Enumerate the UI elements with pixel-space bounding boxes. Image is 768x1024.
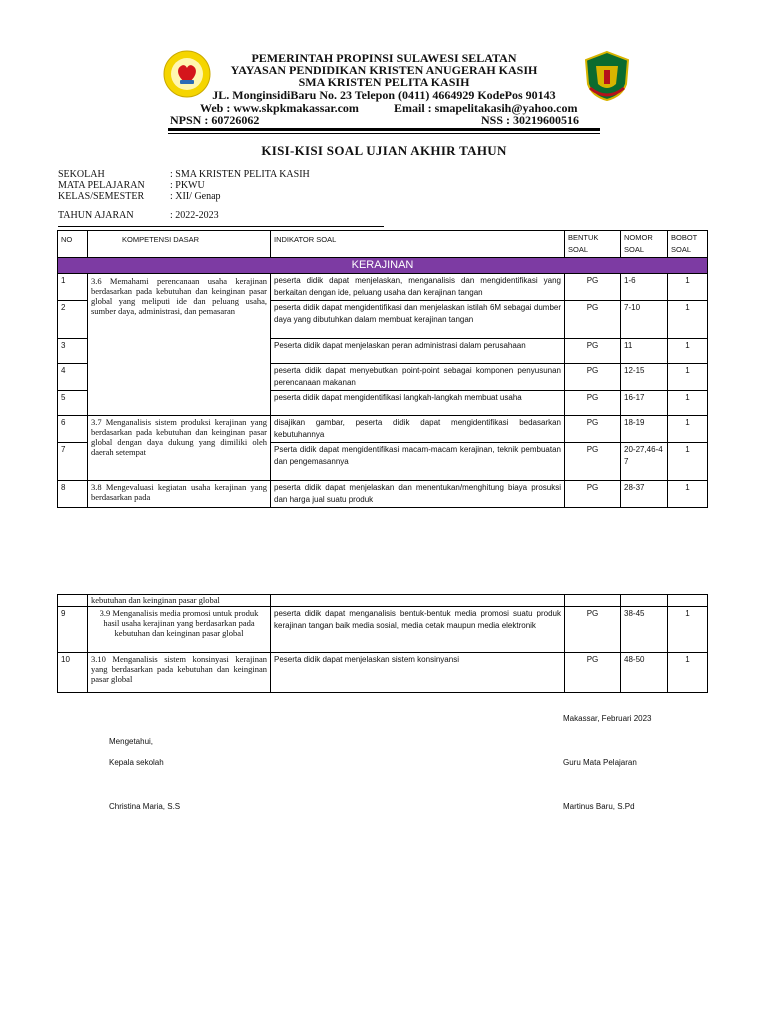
row-indikator — [271, 595, 565, 607]
info-row-sekolah — [0, 169, 768, 180]
letterhead-line-2: YAYASAN PENDIDIKAN KRISTEN ANUGERAH KASIH — [230, 63, 538, 77]
row-no: 2 — [58, 301, 88, 339]
row-bobot: 1 — [668, 274, 708, 301]
row-indikator: peserta didik dapat menjelaskan, menganalisis dan mengidentifikasi yang berkaitan dengan ide, peluang usaha dan kerajinan tangan — [271, 274, 565, 301]
row-indikator: Peserta didik dapat menjelaskan peran administrasi dalam perusahaan — [271, 339, 565, 364]
table-row — [58, 653, 708, 693]
kepala-sekolah-name: Christina Maria, S.S — [109, 802, 181, 811]
info-label: MATA PELAJARAN — [58, 180, 145, 191]
header-text: BENTUK — [568, 233, 599, 242]
letterhead-rule-thin — [168, 133, 600, 134]
info-row-tahun — [0, 210, 768, 221]
kisi-kisi-table-continued — [57, 594, 708, 693]
guru-name: Martinus Baru, S.Pd — [563, 802, 635, 811]
header-text: SOAL — [671, 245, 692, 254]
kd-3-7: 3.7 Menganalisis sistem produksi kerajinan yang berdasarkan pada kebutuhan dan keinginan pasar global dengan daya dukung yang dimiliki oleh daerah setempat — [88, 416, 271, 481]
row-bobot: 1 — [668, 607, 708, 653]
row-bentuk: PG — [565, 607, 621, 653]
row-nomor: 20-27,46-47 — [621, 443, 668, 481]
letterhead-address: JL. MonginsidiBaru No. 23 Telepon (0411) 4664929 KodePos 90143 — [212, 88, 556, 102]
row-bobot: 1 — [668, 364, 708, 391]
row-nomor: 1-6 — [621, 274, 668, 301]
row-nomor: 48-50 — [621, 653, 668, 693]
row-no — [58, 595, 88, 607]
row-nomor: 12-15 — [621, 364, 668, 391]
letterhead-rule — [168, 128, 600, 131]
header-text: NOMOR — [624, 233, 653, 242]
row-bobot: 1 — [668, 443, 708, 481]
kd-3-9: 3.9 Menganalisis media promosi untuk produk hasil usaha kerajinan yang berdasarkan pada kebutuhan dan keinginan pasar global — [88, 607, 271, 653]
row-nomor: 16-17 — [621, 391, 668, 416]
header-text: SOAL — [624, 245, 645, 254]
table-row — [58, 607, 708, 653]
row-no: 9 — [58, 607, 88, 653]
row-no: 4 — [58, 364, 88, 391]
header-text: BOBOT — [671, 233, 698, 242]
row-bentuk: PG — [565, 443, 621, 481]
row-bentuk: PG — [565, 481, 621, 508]
info-value: : PKWU — [170, 180, 205, 191]
row-bobot: 1 — [668, 653, 708, 693]
table-row — [58, 481, 708, 508]
info-divider — [58, 226, 384, 227]
header-kompetensi-dasar: KOMPETENSI DASAR — [88, 231, 271, 258]
row-no: 1 — [58, 274, 88, 301]
header-no: NO — [58, 231, 88, 258]
row-no: 8 — [58, 481, 88, 508]
table-row — [58, 274, 708, 301]
header-text: SOAL — [568, 245, 589, 254]
kepala-sekolah-label: Kepala sekolah — [109, 758, 164, 767]
document-title: KISI-KISI SOAL UJIAN AKHIR TAHUN — [261, 143, 507, 158]
info-label: TAHUN AJARAN — [58, 210, 134, 221]
row-bentuk: PG — [565, 653, 621, 693]
kd-3-6: 3.6 Memahami perencanaan usaha kerajinan berdasarkan pada kebutuhan dan keinginan pasar global yang meliputi ide dan peluang usaha, sumber daya, administrasi, dan pemasaran — [88, 274, 271, 416]
row-indikator: peserta didik dapat menjelaskan dan menentukan/menghitung biaya prosuksi dan harga jual suatu produk — [271, 481, 565, 508]
row-bobot: 1 — [668, 339, 708, 364]
row-nomor — [621, 595, 668, 607]
row-bentuk: PG — [565, 339, 621, 364]
row-indikator: peserta didik dapat mengidentifikasi langkah-langkah membuat usaha — [271, 391, 565, 416]
guru-label: Guru Mata Pelajaran — [563, 758, 637, 767]
row-bentuk: PG — [565, 274, 621, 301]
table-row — [58, 416, 708, 443]
row-bobot — [668, 595, 708, 607]
row-nomor: 11 — [621, 339, 668, 364]
info-label: KELAS/SEMESTER — [58, 191, 145, 202]
row-bentuk: PG — [565, 364, 621, 391]
info-row-mapel — [0, 180, 768, 191]
row-indikator: peserta didik dapat menyebutkan point-point sebagai komponen penyusunan perencanaan makanan — [271, 364, 565, 391]
row-no: 6 — [58, 416, 88, 443]
info-row-kelas — [0, 191, 768, 202]
row-nomor: 18-19 — [621, 416, 668, 443]
table-row-continuation — [58, 595, 708, 607]
row-bobot: 1 — [668, 481, 708, 508]
kd-3-8: 3.8 Mengevaluasi kegiatan usaha kerajinan yang berdasarkan pada — [88, 481, 271, 508]
info-label: SEKOLAH — [58, 169, 105, 180]
letterhead-npsn: NPSN : 60726062 — [170, 113, 260, 127]
letterhead-nss: NSS : 30219600516 — [481, 113, 580, 127]
row-nomor: 38-45 — [621, 607, 668, 653]
row-indikator: peserta didik dapat menganalisis bentuk-bentuk media promosi suatu produk kerajinan tangan baik media sosial, media cetak maupun media elektronik — [271, 607, 565, 653]
row-bentuk — [565, 595, 621, 607]
letterhead-web: Web : www.skpkmakassar.com — [200, 101, 359, 115]
row-no: 3 — [58, 339, 88, 364]
header-bobot-soal — [668, 231, 708, 258]
row-bobot: 1 — [668, 301, 708, 339]
row-no: 5 — [58, 391, 88, 416]
letterhead-email: Email : smapelitakasih@yahoo.com — [394, 101, 578, 115]
mengetahui-label: Mengetahui, — [109, 737, 154, 746]
row-indikator: peserta didik dapat mengidentifikasi dan menjelaskan istilah 6M sebagai dumber daya yang dibutuhkan dalam membuat kerajinan tangan — [271, 301, 565, 339]
info-value: : XII/ Genap — [170, 191, 221, 202]
section-kerajinan-band: KERAJINAN — [58, 258, 708, 274]
row-no: 7 — [58, 443, 88, 481]
row-bobot: 1 — [668, 416, 708, 443]
table-header-row — [58, 231, 708, 258]
letterhead-line-3: SMA KRISTEN PELITA KASIH — [298, 75, 470, 89]
info-value: : SMA KRISTEN PELITA KASIH — [170, 169, 310, 180]
row-indikator: Peserta didik dapat menjelaskan sistem konsinyansi — [271, 653, 565, 693]
header-indikator-soal: INDIKATOR SOAL — [271, 231, 565, 258]
row-bentuk: PG — [565, 301, 621, 339]
row-no: 10 — [58, 653, 88, 693]
header-bentuk-soal — [565, 231, 621, 258]
place-date: Makassar, Februari 2023 — [563, 714, 652, 723]
header-nomor-soal — [621, 231, 668, 258]
kd-3-8-continued: kebutuhan dan keinginan pasar global — [88, 595, 271, 607]
row-indikator: disajikan gambar, peserta didik dapat mengidentifikasi bedasarkan kebutuhannya — [271, 416, 565, 443]
row-bentuk: PG — [565, 391, 621, 416]
row-indikator: Pserta didik dapat mengidentifikasi macam-macam kerajinan, teknik pembuatan dan pengemasannya — [271, 443, 565, 481]
row-nomor: 28-37 — [621, 481, 668, 508]
row-nomor: 7-10 — [621, 301, 668, 339]
row-bentuk: PG — [565, 416, 621, 443]
kisi-kisi-table — [57, 230, 708, 508]
info-value: : 2022-2023 — [170, 210, 219, 221]
section-row — [58, 258, 708, 274]
letterhead-line-1: PEMERINTAH PROPINSI SULAWESI SELATAN — [251, 51, 517, 65]
kd-3-10: 3.10 Menganalisis sistem konsinyasi kerajinan yang berdasarkan pada kebutuhan dan keinginan pasar global — [88, 653, 271, 693]
row-bobot: 1 — [668, 391, 708, 416]
